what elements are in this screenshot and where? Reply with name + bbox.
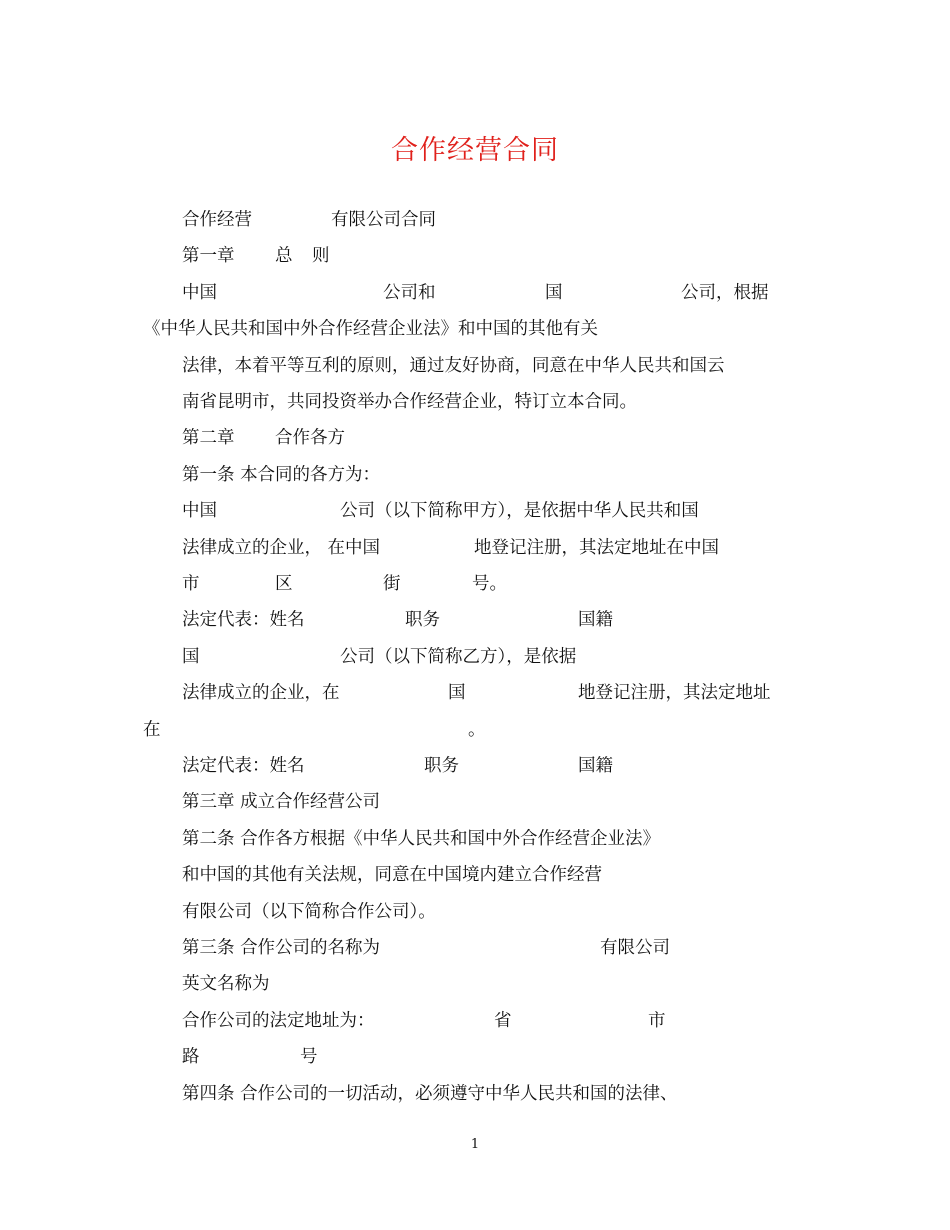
text-segment: 有限公司 <box>600 938 670 958</box>
text-line <box>0 317 950 341</box>
text-segment: 号 <box>300 1047 318 1067</box>
text-line <box>0 208 950 232</box>
text-segment: 第三章 成立合作经营公司 <box>182 792 381 812</box>
text-segment: 第一条 本合同的各方为： <box>182 465 381 485</box>
text-segment: 公司（以下简称甲方），是依据中华人民共和国 <box>340 501 699 521</box>
text-line <box>0 863 950 887</box>
text-line <box>0 645 950 669</box>
text-line <box>0 572 950 596</box>
text-segment: 。 <box>468 720 486 740</box>
text-line <box>0 463 950 487</box>
text-line <box>0 608 950 632</box>
page-number: 1 <box>470 1137 480 1152</box>
text-line <box>0 827 950 851</box>
text-segment: 公司（以下简称乙方），是依据 <box>340 647 577 667</box>
text-segment: 《中华人民共和国中外合作经营企业法》和中国的其他有关 <box>143 319 598 339</box>
text-segment: 市 <box>648 1011 666 1031</box>
text-line <box>0 681 950 705</box>
text-segment: 则 <box>312 246 330 266</box>
text-segment: 国 <box>545 283 563 303</box>
text-segment: 国籍 <box>578 756 613 776</box>
text-segment: 法律成立的企业，在 <box>182 683 340 703</box>
text-segment: 英文名称为 <box>182 974 270 994</box>
text-segment: 国 <box>182 647 200 667</box>
text-segment: 职务 <box>424 756 459 776</box>
text-segment: 有限公司合同 <box>331 210 436 230</box>
text-segment: 合作各方 <box>275 428 345 448</box>
text-segment: 第四条 合作公司的一切活动，必须遵守中华人民共和国的法律、 <box>182 1084 678 1104</box>
text-segment: 街 <box>383 574 401 594</box>
document-title: 合作经营合同 <box>391 135 559 166</box>
text-segment: 职务 <box>405 610 440 630</box>
text-segment: 有限公司（以下简称合作公司）。 <box>182 902 436 922</box>
text-segment: 第二章 <box>182 428 235 448</box>
text-segment: 国 <box>448 683 466 703</box>
text-segment: 国籍 <box>578 610 613 630</box>
text-line <box>0 790 950 814</box>
text-segment: 第二条 合作各方根据《中华人民共和国中外合作经营企业法》 <box>182 829 661 849</box>
text-segment: 法定代表：姓名 <box>182 610 305 630</box>
text-segment: 第一章 <box>182 246 235 266</box>
text-segment: 合作经营 <box>182 210 252 230</box>
text-line <box>0 244 950 268</box>
text-segment: 市 <box>182 574 200 594</box>
text-segment: 总 <box>275 246 293 266</box>
text-line <box>0 754 950 778</box>
text-line <box>0 354 950 378</box>
text-line <box>0 900 950 924</box>
text-line <box>0 426 950 450</box>
text-line <box>0 936 950 960</box>
text-line <box>0 281 950 305</box>
text-segment: 中国 <box>182 501 217 521</box>
text-segment: 在 <box>143 720 161 740</box>
text-segment: 和中国的其他有关法规，同意在中国境内建立合作经营 <box>182 865 602 885</box>
text-segment: 法律成立的企业， 在中国 <box>182 538 381 558</box>
text-segment: 地登记注册，其法定地址 <box>578 683 771 703</box>
text-segment: 公司，根据 <box>681 283 769 303</box>
text-line <box>0 972 950 996</box>
text-segment: 公司和 <box>383 283 436 303</box>
text-segment: 号。 <box>472 574 507 594</box>
text-segment: 路 <box>182 1047 200 1067</box>
text-line <box>0 390 950 414</box>
text-line <box>0 718 950 742</box>
text-segment: 合作公司的法定地址为： <box>182 1011 375 1031</box>
text-segment: 地登记注册，其法定地址在中国 <box>474 538 719 558</box>
text-segment: 第三条 合作公司的名称为 <box>182 938 381 958</box>
text-line <box>0 499 950 523</box>
text-line <box>0 536 950 560</box>
text-line <box>0 1009 950 1033</box>
text-segment: 法律，本着平等互利的原则，通过友好协商，同意在中华人民共和国云 <box>182 356 725 376</box>
text-line <box>0 1082 950 1106</box>
text-segment: 区 <box>275 574 293 594</box>
text-segment: 省 <box>494 1011 512 1031</box>
text-segment: 南省昆明市，共同投资举办合作经营企业，特订立本合同。 <box>182 392 637 412</box>
text-segment: 中国 <box>182 283 217 303</box>
text-segment: 法定代表：姓名 <box>182 756 305 776</box>
text-line <box>0 1045 950 1069</box>
